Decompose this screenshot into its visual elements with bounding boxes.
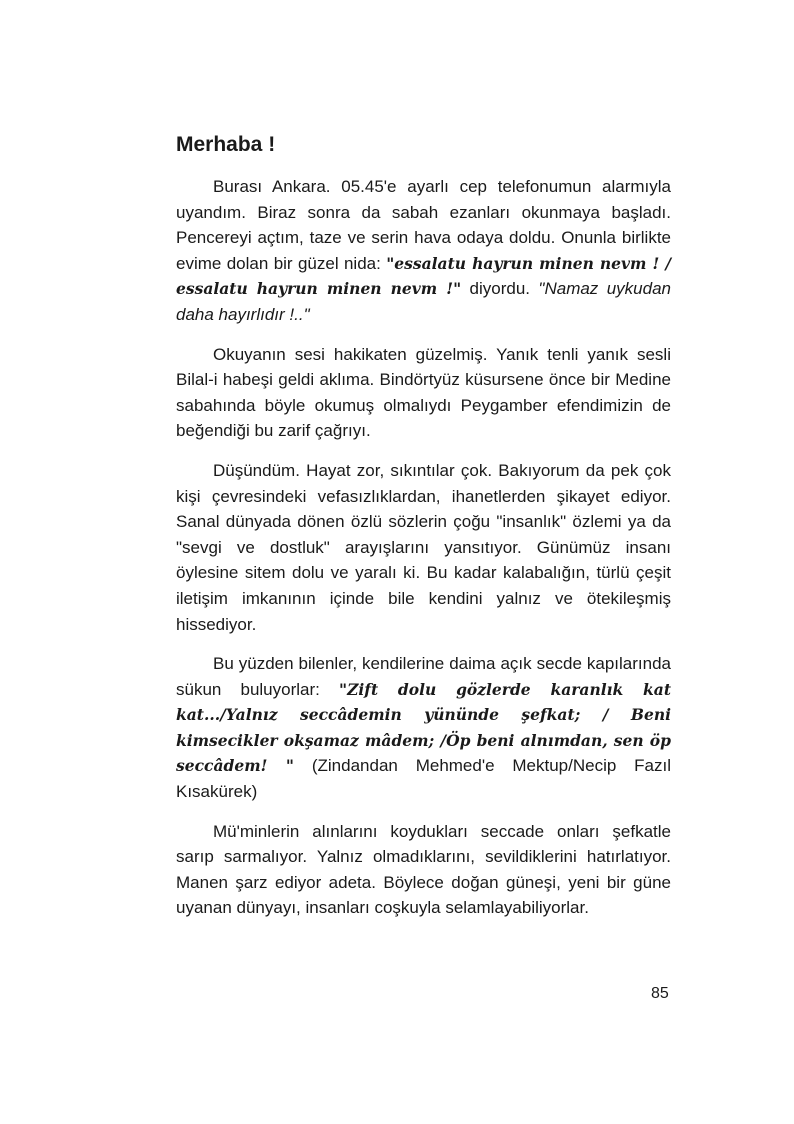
paragraph-1-quote: "essalatu hayrun minen nevm ! / essalatu hayrun minen nevm !" — [176, 253, 671, 299]
paragraph-5: Mü'minlerin alınlarını koydukları seccade onları şefkatle sarıp sarmalıyor. Yalnız olmadıklarını, sevildiklerini hatırlatıyor. Manen şarz ediyor adeta. Böylece doğan güneşi, yeni bir güne uyanan dünyayı, insanları coşkuyla selamlayabiliyorlar. — [176, 821, 671, 918]
paragraph-2: Okuyanın sesi hakikaten güzelmiş. Yanık tenli yanık sesli Bilal-i habeşi geldi aklıma. Bindörtyüz küsursene önce bir Medine sabahında böyle okumuş olmalıydı Peygamber efendimizin de beğendiği bu zarif çağrıyı. — [176, 344, 671, 441]
paragraph-3: Düşündüm. Hayat zor, sıkıntılar çok. Bakıyorum da pek çok kişi çevresindeki vefasızlıklardan, ihanetlerden şikayet ediyor. Sanal dünyada dönen özlü sözlerin çoğu "insanlık" özlemi ya da "sevgi ve dostluk" arayışlarını yansıtıyor. Günümüz insanı öylesine sitem dolu ve yaralı ki. Bu kadar kalabalığın, türlü çeşit iletişim imkanının içinde bile kendini yalnız ve ötekileşmiş hissediyor. — [176, 460, 671, 634]
body-text — [176, 174, 671, 935]
paragraph-1-italic: "Namaz uykudan daha hayırlıdır !.." — [176, 279, 671, 324]
paragraph-4 — [176, 651, 671, 805]
paragraph-1 — [176, 174, 671, 328]
page-title: Merhaba ! — [176, 133, 276, 156]
paragraph-4-quote: "Zift dolu gözlerde karanlık kat kat.../Yalnız seccâdemin yününde şefkat; / Beni kimsecikler okşamaz mâdem; /Öp beni alnımdan, sen öp seccâdem! " — [176, 679, 671, 776]
paragraph-1-text-b: diyordu. — [461, 279, 539, 299]
paragraph-4-text-a: Bu yüzden bilenler, kendilerine daima açık secde kapılarında sükun buluyorlar: — [176, 654, 671, 699]
paragraph-1-text-a: Burası Ankara. 05.45'e ayarlı cep telefonumun alarmıyla uyandım. Biraz sonra da sabah ezanları okunmaya başladı. Pencereyi açtım, taze ve serin hava odaya doldu. Onunla birlikte evime dolan bir güzel nida: — [176, 177, 671, 273]
paragraph-4-text-b: (Zindandan Mehmed'e Mektup/Necip Fazıl Kısakürek) — [176, 756, 672, 802]
page-number: 85 — [651, 985, 669, 1002]
